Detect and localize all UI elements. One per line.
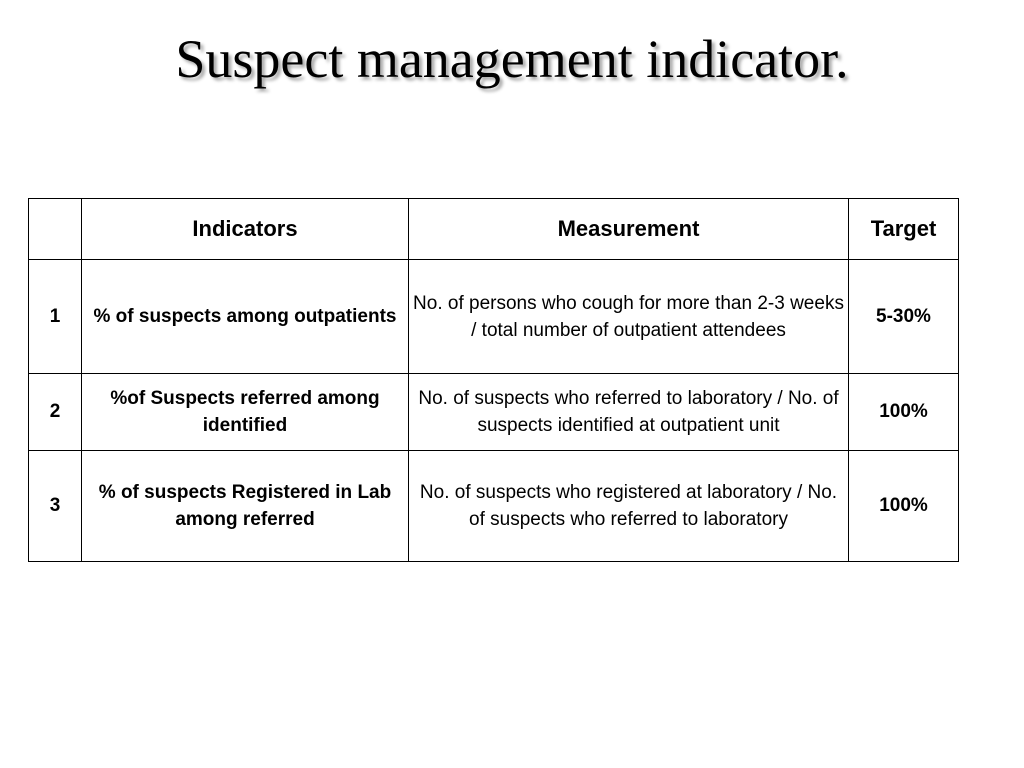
row-number: 2 bbox=[29, 374, 82, 451]
row-number: 1 bbox=[29, 260, 82, 374]
slide-title: Suspect management indicator. bbox=[175, 29, 849, 89]
measurement-cell: No. of persons who cough for more than 2-3 weeks / total number of outpatient attendees bbox=[409, 260, 849, 374]
header-number bbox=[29, 199, 82, 260]
table-header-row bbox=[29, 199, 959, 260]
target-cell: 5-30% bbox=[849, 260, 959, 374]
target-cell: 100% bbox=[849, 451, 959, 562]
row-number: 3 bbox=[29, 451, 82, 562]
header-measurement: Measurement bbox=[409, 199, 849, 260]
table-row bbox=[29, 260, 959, 374]
header-target: Target bbox=[849, 199, 959, 260]
measurement-cell: No. of suspects who referred to laboratory / No. of suspects identified at outpatient unit bbox=[409, 374, 849, 451]
indicator-cell: % of suspects among outpatients bbox=[82, 260, 409, 374]
table-row bbox=[29, 374, 959, 451]
table-row bbox=[29, 451, 959, 562]
indicator-table bbox=[28, 198, 959, 562]
measurement-cell: No. of suspects who registered at laboratory / No. of suspects who referred to laboratory bbox=[409, 451, 849, 562]
indicator-cell: %of Suspects referred among identified bbox=[82, 374, 409, 451]
indicator-cell: % of suspects Registered in Lab among referred bbox=[82, 451, 409, 562]
header-indicators: Indicators bbox=[82, 199, 409, 260]
target-cell: 100% bbox=[849, 374, 959, 451]
